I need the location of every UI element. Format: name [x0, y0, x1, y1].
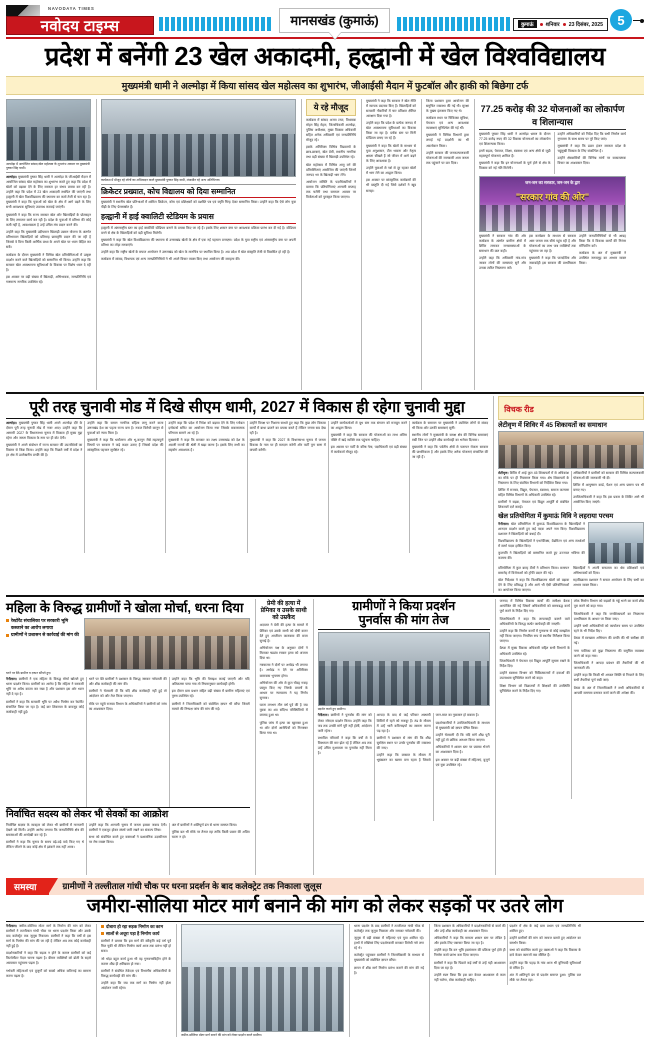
- lead-body-col1: अल्मोड़ा। मुख्यमंत्री पुष्कर सिंह धामी ने अल्मोड़ा के जीआईसी मैदान में आयोजित सांसद खेल महोत्सव का शुभारंभ करते हुए कहा कि प्रदेश में खेलों को बढ़ावा देने के लिए सरकार हर संभव प्रयास कर रही है। उन्होंने कहा कि प्रदेश में 23 खेल अकादमी स्थापित की जाएंगी तथा हल्द्वानी में खेल विश्वविद्यालय की स्थापना का कार्य तेजी से चल रहा है। मुख्यमंत्री ने कहा कि युवाओं को खेल के क्षेत्र में आगे बढ़ने के लिए सभी आवश्यक सुविधाएं उपलब्ध करवाई जाएंगी। मुख्यमंत्री ने कहा कि राज्य सरकार खेल और खिलाड़ियों के प्रोत्साहन के लिए लगातार कार्य कर रही है। प्रदेश के युवाओं में प्रतिभा की कोई कमी नहीं है, आवश्यकता है उन्हें उचित मंच प्रदान करने की। उन्होंने कहा कि मुख्यमंत्री उदीयमान खिलाड़ी उन्नयन योजना के अंतर्गत प्रतिभावान खिलाड़ियों को प्रतिमाह छात्रवृत्ति प्रदान की जा रही है जिससे वे बिना किसी आर्थिक बाधा के अपने खेल पर ध्यान केंद्रित कर सकें। कार्यक्रम के दौरान मुख्यमंत्री ने विभिन्न खेल प्रतियोगिताओं में उत्कृष्ट प्रदर्शन करने वाले खिलाड़ियों को सम्मानित भी किया। उन्होंने कहा कि सरकार खेल अवस्थापना सुविधाओं के विकास पर विशेष ध्यान दे रही है। इस अवसर पर बड़ी संख्या में खिलाड़ी, अभिभावक, जनप्रतिनिधि एवं गणमान्य नागरिक उपस्थित रहे।: [6, 174, 91, 285]
- sidebar-vichar: [493, 396, 644, 594]
- bullet-dot-icon: [563, 23, 566, 26]
- publication-logo[interactable]: [6, 5, 156, 35]
- lead-photo-left: [6, 99, 91, 161]
- right-headline: 77.25 करोड़ की 32 योजनाओं का लोकार्पण व शिलान्यास: [479, 102, 626, 130]
- sidebar-tag: विचक रीड: [504, 404, 534, 414]
- masthead: [0, 0, 650, 36]
- right-body-c: मुख्यमंत्री ने सरकार गांव की ओर कार्यक्रम के अंतर्गत ग्रामीण क्षेत्रों में शिविर लगाकर जनसमस्याओं के समाधान की बात कही। उन्होंने कहा कि अधिकारी गांव-गांव जाकर लोगों की समस्याएं सुनें और उनका त्वरित निस्तारण करें। इस कार्यक्रम के माध्यम से सरकार आम जनता तक सीधे पहुंच रही है और योजनाओं का लाभ पात्र व्यक्तियों तक पहुंचाया जा रहा है। मुख्यमंत्री ने कहा कि पारदर्शिता और जवाबदेही इस सरकार की प्राथमिकता है। उन्होंने जनप्रतिनिधियों से भी आग्रह किया कि वे विकास कार्यों की निरंतर मॉनिटरिंग करें। कार्यक्रम के अंत में मुख्यमंत्री ने उपस्थित जनसमूह का आभार व्यक्त किया।: [479, 233, 626, 271]
- section-tab[interactable]: मानसखंड (कुमाऊं): [279, 8, 389, 33]
- right-body-b: उन्होंने अधिकारियों को निर्देश दिए कि सभी निर्माण कार्य गुणवत्ता के साथ समय पर पूरे किए जाएं। मुख्यमंत्री ने कहा कि डबल इंजन सरकार प्रदेश के चहुंमुखी विकास के लिए संकल्पित है। उन्होंने क्षेत्रवासियों की विभिन्न मांगों पर सकारात्मक विचार का आश्वासन दिया।: [557, 131, 626, 166]
- story2-column-block: [6, 396, 488, 594]
- bottom-tag-row: [6, 878, 644, 895]
- bottom-body-2: ग्रामीणों ने बताया कि इस मार्ग की स्वीकृति कई वर्ष पूर्व मिल चुकी थी लेकिन निर्माण कार्य आज तक प्रारंभ नहीं हो सका। जो थोड़ा बहुत कार्य हुआ भी वह गुणवत्ताविहीन होने के कारण शीघ्र ही क्षतिग्रस्त हो गया। ग्रामीणों ने संबंधित ठेकेदार एवं विभागीय अधिकारियों के विरुद्ध कार्यवाही की मांग की। उन्होंने कहा कि जब तक मार्ग का निर्माण नहीं होता आंदोलन जारी रहेगा।: [101, 939, 171, 991]
- page-number-badge: [610, 9, 644, 35]
- story3-sub-headline: निर्वाचित सदस्य को लेकर भी सेवकों का आक्रोश: [6, 807, 250, 823]
- right-column-body: जनपद में विभिन्न विकास कार्यों की समीक्षा बैठक आयोजित की गई जिसमें अधिकारियों को समयबद्ध कार्य पूर्ण करने के निर्देश दिए गए। जिलाधिकारी ने कहा कि लापरवाही बरतने वाले अधिकारियों के विरुद्ध कठोर कार्यवाही की जाएगी। उन्होंने कहा कि निर्माण कार्यों में गुणवत्ता से कोई समझौता नहीं किया जाएगा। नियमित रूप से स्थलीय निरीक्षण किया जाएगा। बैठक में मुख्य विकास अधिकारी सहित सभी विभागों के अधिकारी उपस्थित रहे। जिलाधिकारी ने पेयजल एवं विद्युत आपूर्ति सुचारु रखने के निर्देश दिए। उन्होंने स्वास्थ्य विभाग को चिकित्सालयों में दवाओं की उपलब्धता सुनिश्चित करने को कहा। शिक्षा विभाग को विद्यालयों में शिक्षकों की उपस्थिति सुनिश्चित करने के निर्देश दिए गए। लोक निर्माण विभाग को सड़कों के गड्ढे भरने का कार्य शीघ्र पूरा करने को कहा गया। जिलाधिकारी ने कहा कि जनशिकायतों का निस्तारण प्राथमिकता के आधार पर किया जाए। उन्होंने सभी अधिकारियों को कार्यालय समय पर उपस्थित रहने के भी निर्देश दिए। बैठक में स्वच्छता अभियान की प्रगति की भी समीक्षा की गई। नगर पालिका को कूड़ा निस्तारण की समुचित व्यवस्था करने को कहा गया। जिलाधिकारी ने आपदा प्रबंधन की तैयारियों की भी जानकारी ली। उन्होंने कहा कि किसी भी आपात स्थिति से निपटने के लिए सभी तैयारियां पूर्ण रखी जाएं। बैठक के अंत में जिलाधिकारी ने सभी अधिकारियों से आपसी समन्वय बनाकर कार्य करने की अपेक्षा की।: [499, 599, 644, 695]
- bottom-bullet-0: दोबारा हो रहा सड़क निर्माण का काम: [101, 924, 171, 930]
- lead-body-col4: मुख्यमंत्री ने कहा कि सरकार ने खेल नीति में व्यापक बदलाव किए हैं। खिलाड़ियों को सरकारी नौकरियों में चार प्रतिशत क्षैतिज आरक्षण दिया गया है। उन्होंने कहा कि प्रदेश के प्रत्येक जनपद में खेल अवस्थापना सुविधाओं का विकास किया जा रहा है। ब्लॉक स्तर पर मिनी स्टेडियम बनाए जा रहे हैं। मुख्यमंत्री ने कहा कि खेलों के माध्यम से युवा अनुशासन, टीम भावना और नेतृत्व क्षमता सीखते हैं जो जीवन में आगे बढ़ने के लिए आवश्यक है। उन्होंने युवाओं से नशे से दूर रहकर खेलों में भाग लेने का आह्वान किया। इस अवसर पर सांस्कृतिक कार्यक्रमों की भी प्रस्तुति दी गई जिसे दर्शकों ने खूब सराहा।: [366, 98, 416, 193]
- bottom-col-photo: [176, 924, 344, 1037]
- story2-section: [0, 396, 650, 594]
- top-story-columns: [0, 95, 650, 390]
- story4-photo-caption: प्रदर्शन करते हुए ग्रामीण।: [317, 707, 346, 712]
- bottom-body-3: धरना प्रदर्शन के बाद ग्रामीणों ने तल्लीताल गांधी चौक से कलेक्ट्रेट तक जुलूस निकाला और जमकर नारेबाजी की। जुलूस में बड़ी संख्या में महिलाएं एवं युवा शामिल रहे। हाथों में तख्तियां लिए प्रदर्शनकारी सरकार विरोधी नारे लगा रहे थे। कलेक्ट्रेट पहुंचकर ग्रामीणों ने जिलाधिकारी के माध्यम से मुख्यमंत्री को संबोधित ज्ञापन सौंपा। ज्ञापन में शीघ्र मार्ग निर्माण प्रारंभ कराने की मांग की गई है।: [354, 923, 424, 975]
- bottom-section: [0, 922, 650, 1037]
- sidebar-vichar-body: लेटीवृण। शिविर में आई कुल 45 शिकायतों में से अधिकांश का मौके पर ही निस्तारण किया गया। शेष शिकायतों के निस्तारण के लिए संबंधित विभागों को निर्देशित किया गया। शिविर में राजस्व, विद्युत, पेयजल, स्वास्थ्य, समाज कल्याण सहित विभिन्न विभागों के अधिकारी उपस्थित रहे। ग्रामीणों ने सड़क, पेयजल एवं विद्युत आपूर्ति से संबंधित शिकायतें दर्ज कराईं। अधिकारियों ने ग्रामीणों को सरकार की विभिन्न कल्याणकारी योजनाओं की जानकारी भी दी। शिविर में आयुष्मान कार्ड, पेंशन एवं अन्य प्रमाण पत्र भी बनाए गए। उपजिलाधिकारी ने कहा कि इस प्रकार के शिविर आगे भी आयोजित किए जाएंगे।: [498, 470, 644, 510]
- column-2: [96, 99, 296, 390]
- story3-headline: महिला के विरुद्ध ग्रामीणों ने खोला मोर्चा, धरना दिया: [6, 600, 244, 616]
- bottom-col-1: [6, 924, 91, 1037]
- story2-headline: पूरी तरह चुनावी मोड में दिखे सीएम धामी, 2027 में विकास ही रहेगा चुनावी मुद्दा: [29, 398, 465, 416]
- campaign-banner-photo: [479, 176, 626, 232]
- story4-photo: [318, 632, 490, 706]
- decorative-bars-left: [159, 17, 272, 31]
- date-label: 23 दिसंबर, 2025: [568, 22, 604, 28]
- bottom-photo: [181, 924, 344, 1032]
- banner-main-text: "सरकार गांव की ओर": [515, 191, 590, 202]
- lead-photo-center: [101, 99, 296, 177]
- story3-bullet-1: ग्रामीणों ने प्रशासन से कार्रवाई की मांग की: [6, 632, 80, 639]
- page-number-rule: [633, 20, 644, 21]
- bullet-dot-icon: [540, 23, 543, 26]
- logo-box: [6, 16, 154, 35]
- bottom-col-4: [429, 924, 581, 1037]
- bottom-body-4: जिला प्रशासन के अधिकारियों ने प्रदर्शनकारियों से वार्ता की और उन्हें शीघ्र कार्यवाही का आश्वासन दिया। अधिकारियों ने कहा कि मामला शासन स्तर पर लंबित है और इसके लिए पत्राचार किया जा रहा है। उन्होंने कहा कि वन भूमि हस्तांतरण की प्रक्रिया पूर्ण होते ही निर्माण कार्य प्रारंभ करा दिया जाएगा। ग्रामीणों ने कहा कि पिछले कई वर्षों से उन्हें यही आश्वासन दिया जा रहा है। उन्होंने स्पष्ट किया कि इस बार केवल आश्वासन से काम नहीं चलेगा, ठोस कार्यवाही चाहिए। प्रदर्शन में क्षेत्र के कई ग्राम प्रधान एवं जनप्रतिनिधि भी शामिल हुए। उन्होंने ग्रामीणों की मांग को जायज बताते हुए आंदोलन का समर्थन किया। सभा को संबोधित करते हुए वक्ताओं ने कहा कि विकास के दावे केवल कागजों तक सीमित हैं। उन्होंने कहा कि पहाड़ के गांव आज भी बुनियादी सुविधाओं से वंचित हैं। अंत में शांतिपूर्ण ढंग से प्रदर्शन समाप्त हुआ। पुलिस बल मौके पर तैनात रहा।: [434, 923, 581, 982]
- lead-body-col5: जिला प्रशासन द्वारा आयोजन की समुचित व्यवस्था की गई थी। सुरक्षा के पुख्ता इंतजाम किए गए थे। कार्यक्रम स्थल पर चिकित्सा सुविधा, पेयजल एवं अन्य आवश्यक व्यवस्थाएं सुनिश्चित की गई थीं। मुख्यमंत्री ने विभिन्न विभागों द्वारा लगाई गई प्रदर्शनी का भी अवलोकन किया। उन्होंने सरकार की जनकल्याणकारी योजनाओं की जानकारी आम जनता तक पहुंचाने पर बल दिया।: [426, 98, 469, 165]
- lead-subheadline: मुख्यमंत्री धामी ने अल्मोड़ा में किया सांसद खेल महोत्सव का शुभारंभ, जीआईसी मैदान में फुटबॉल और हाकी को बिछेगा टर्फ: [6, 76, 644, 95]
- sidebar-khel-body-2: प्रतियोगिता में कुल बारह टीमों ने प्रतिभाग किया। समापन समारोह में विजेताओं को ट्रॉफी प्रदान की गई। खेल निदेशक ने कहा कि विश्वविद्यालय खेलों को बढ़ावा देने के लिए प्रतिबद्ध है और आगे भी ऐसी प्रतियोगिताओं का आयोजन किया जाएगा। खिलाड़ियों ने अपनी सफलता का श्रेय प्रशिक्षकों एवं अभिभावकों को दिया। महाविद्यालय प्रशासन ने सफल आयोजन के लिए सभी का आभार व्यक्त किया।: [498, 565, 644, 593]
- story3-sub-body: निर्वाचित सदस्य के व्यवहार को लेकर भी ग्रामीणों में नाराजगी देखने को मिली। उन्होंने आरोप लगाया कि जनप्रतिनिधि क्षेत्र की समस्याओं की अनदेखी कर रहे हैं। ग्रामीणों ने कहा कि चुनाव के समय बड़े-बड़े वादे किए गए थे लेकिन जीतने के बाद कोई क्षेत्र में झांकने तक नहीं आया। उन्होंने कहा कि आगामी चुनाव में जनता इसका जवाब देगी। ग्रामीणों ने एकजुट होकर संघर्ष जारी रखने का संकल्प लिया। सभा को संबोधित करते हुए वक्ताओं ने प्रशासनिक उदासीनता पर रोष व्यक्त किया। अंत में ग्रामीणों ने शांतिपूर्ण ढंग से धरना समाप्त किया। पुलिस बल भी मौके पर तैनात रहा ताकि किसी प्रकार की अप्रिय घटना न हो।: [6, 822, 250, 850]
- sidebar-vichar-headline: लेटीवृण में शिविर में 45 शिकायतों का समाधान: [498, 421, 607, 429]
- story3-body: नैनीताल। ग्रामीणों ने एक महिला के विरुद्ध मोर्चा खोलते हुए धरना प्रदर्शन किया। ग्रामीणों का आरोप है कि महिला ने सरकारी भूमि पर अवैध कब्जा कर रखा है और प्रशासन इस ओर ध्यान नहीं दे रहा है। ग्रामीणों ने कहा कि सरकारी भूमि पर अवैध निर्माण कर रेस्टोरेंट संचालित किया जा रहा है। कई बार शिकायत के बावजूद कोई कार्यवाही नहीं हुई। धरने पर बैठे ग्रामीणों ने प्रशासन के विरुद्ध जमकर नारेबाजी की और शीघ्र कार्यवाही की मांग की। ग्रामीणों ने चेतावनी दी कि यदि शीघ्र कार्यवाही नहीं हुई तो आंदोलन को और तेज किया जाएगा। मौके पर पहुंचे राजस्व विभाग के अधिकारियों ने ग्रामीणों को जांच का आश्वासन दिया। उन्होंने कहा कि भूमि की पैमाइश कराई जाएगी और यदि अतिक्रमण पाया गया तो नियमानुसार कार्यवाही होगी। इस दौरान ग्राम प्रधान सहित बड़ी संख्या में ग्रामीण महिलाएं एवं पुरुष उपस्थित रहे। ग्रामीणों ने जिलाधिकारी को संबोधित ज्ञापन भी सौंपा जिसमें मामले की निष्पक्ष जांच की मांग की गई।: [6, 677, 250, 714]
- bottom-tag-text: ग्रामीणों ने तल्लीताल गांधी चौक पर धरना प्रदर्शन के बाद कलेक्ट्रेट तक निकाला जुलूस: [62, 880, 322, 891]
- lead-subhead-2: क्रिकेटर प्रख्यात, कोच विद्यालय को दिया सम्मानित: [101, 188, 296, 198]
- sidebar-khel-headline: खेल प्रतियोगिता में कुमाऊं विवि ने लहराया परचम: [498, 512, 614, 520]
- kicker-box: ये रहे मौजूद: [306, 99, 356, 116]
- story3-bullet-0: रेस्टोरेंट संचालिका पर सरकारी भूमि कब्जाने का आरोप लगाया: [6, 618, 80, 631]
- story3-block: [6, 599, 250, 874]
- sidebar-khel-body-text: खेल प्रतियोगिता में कुमाऊं विश्वविद्यालय के खिलाड़ियों ने शानदार प्रदर्शन करते हुए कई पदक अपने नाम किए। विश्वविद्यालय प्रशासन ने खिलाड़ियों को बधाई दी।: [498, 521, 585, 536]
- lead-subhead-3: हल्द्वानी में हाई क्वालिटी स्टेडियम के प्रयास: [101, 213, 296, 223]
- story4-headline-2: पुनर्वास की मांग तेज: [318, 613, 490, 630]
- bottom-col-3: [349, 924, 424, 1037]
- column-6: [474, 99, 626, 390]
- page-number: 5: [610, 9, 632, 31]
- edition-label: कुमाऊं: [518, 20, 537, 28]
- story3-photo: [84, 618, 250, 670]
- sidebar-khel-photo: [588, 522, 644, 564]
- lead-body-col2b: हल्द्वानी में अंतरराष्ट्रीय स्तर का हाई क्वालिटी स्टेडियम बनाने के प्रयास किए जा रहे हैं। इसके लिए शासन स्तर पर आवश्यक प्रक्रिया प्रारंभ कर दी गई है। स्टेडियम बनने से क्षेत्र के खिलाड़ियों को बड़ी सुविधा मिलेगी। मुख्यमंत्री ने कहा कि खेल विश्वविद्यालय की स्थापना से उत्तराखंड खेलों के क्षेत्र में एक नई पहचान बनाएगा। प्रदेश के युवा राष्ट्रीय एवं अंतरराष्ट्रीय स्तर पर अपनी प्रतिभा का लोहा मनवाएंगे। उन्होंने कहा कि राष्ट्रीय खेलों के सफल आयोजन ने उत्तराखंड को खेल के मानचित्र पर स्थापित किया है। अब प्रदेश में खेल संस्कृति तेजी से विकसित हो रही है। कार्यक्रम में सांसद, विधायक एवं अन्य जनप्रतिनिधियों ने भी अपने विचार व्यक्त किए तथा आयोजन की सराहना की।: [101, 225, 296, 262]
- story4-block: [313, 599, 490, 874]
- lead-photo-center-caption: कार्यक्रम में मौजूद रहे लोगों का अभिवादन करते मुख्यमंत्री पुष्कर सिंह धामी, मंचासीन रहे अन्य अतिथिगण।: [101, 177, 221, 182]
- story34-section: [0, 599, 650, 874]
- sidebar-vichar-photo: [498, 431, 644, 469]
- bottom-col-2: [96, 924, 171, 1037]
- story4-headline: ग्रामीणों ने किया प्रदर्शन: [352, 599, 456, 614]
- sidebar-khel-body: नैनीताल। खेल प्रतियोगिता में कुमाऊं विश्वविद्यालय के खिलाड़ियों ने शानदार प्रदर्शन करते हुए कई पदक अपने नाम किए। विश्वविद्यालय प्रशासन ने खिलाड़ियों को बधाई दी। विश्वविद्यालय के खिलाड़ियों ने एथलेटिक्स, बैडमिंटन एवं अन्य स्पर्धाओं में स्वर्ण पदक हासिल किए। कुलपति ने खिलाड़ियों को सम्मानित करते हुए उज्ज्वल भविष्य की कामना की।: [498, 521, 585, 561]
- story2-body: अल्मोड़ा। मुख्यमंत्री पुष्कर सिंह धामी अपने अल्मोड़ा दौरे के दौरान पूरी तरह चुनावी मोड में नजर आए। उन्होंने कहा कि आगामी 2027 के विधानसभा चुनाव में विकास ही मुख्य मुद्दा रहेगा और जनता विकास के नाम पर ही वोट देगी। मुख्यमंत्री ने अपने संबोधन में राज्य सरकार की उपलब्धियों का विस्तार से जिक्र किया। उन्होंने कहा कि पिछले वर्षों में प्रदेश ने हर क्षेत्र में उल्लेखनीय प्रगति की है। उन्होंने कहा कि समान नागरिक संहिता लागू करने वाला उत्तराखंड देश का पहला राज्य बना है। नकल विरोधी कानून से युवाओं को न्याय मिला है। मुख्यमंत्री ने कहा कि धर्मांतरण और भू-कानून जैसे महत्वपूर्ण विषयों पर सरकार ने कड़े कदम उठाए हैं जिससे प्रदेश की सांस्कृतिक पहचान सुरक्षित रहे। उन्होंने कहा कि प्रदेश में निवेश को बढ़ावा देने के लिए ग्लोबल इन्वेस्टर्स समिट का आयोजन किया गया जिसके सकारात्मक परिणाम सामने आ रहे हैं। मुख्यमंत्री ने कहा कि सरकार का लक्ष्य उत्तराखंड को देश के अग्रणी राज्यों की श्रेणी में खड़ा करना है। इसके लिए सभी का सहयोग आवश्यक है। उन्होंने विपक्ष पर निशाना साधते हुए कहा कि कुछ लोग विकास कार्यों में बाधा डालने का प्रयास करते हैं लेकिन जनता सब देख रही है। मुख्यमंत्री ने कहा कि 2027 के विधानसभा चुनाव में जनता विकास के नाम पर ही मतदान करेगी और पार्टी पुनः सत्ता में वापसी करेगी। उन्होंने कार्यकर्ताओं से बूथ स्तर तक संगठन को मजबूत करने का आह्वान किया। मुख्यमंत्री ने कहा कि सरकार की योजनाओं का लाभ अंतिम पंक्ति में खड़े व्यक्ति तक पहुंचना चाहिए। इस अवसर पर पार्टी के वरिष्ठ नेता, पदाधिकारी एवं बड़ी संख्या में कार्यकर्ता मौजूद रहे। कार्यक्रम के समापन पर मुख्यमंत्री ने उपस्थित लोगों से संवाद भी किया और उनकी समस्याएं सुनीं। स्थानीय लोगों ने मुख्यमंत्री के समक्ष क्षेत्र की विभिन्न समस्याएं रखीं जिन पर उन्होंने शीघ्र कार्यवाही का भरोसा दिलाया। मुख्यमंत्री ने कहा कि पर्वतीय क्षेत्रों से पलायन रोकना सरकार की प्राथमिकता है और इसके लिए अनेक योजनाएं संचालित की जा रही हैं।: [6, 420, 489, 460]
- bottom-tag: समस्या: [6, 878, 49, 895]
- column-1: [6, 99, 91, 390]
- story3-body-text: ग्रामीणों ने एक महिला के विरुद्ध मोर्चा खोलते हुए धरना प्रदर्शन किया। ग्रामीणों का आरोप है कि महिला ने सरकारी भूमि पर अवैध कब्जा कर रखा है और प्रशासन इस ओर ध्यान नहीं दे रहा है।: [6, 677, 84, 697]
- story4-body: नैनीताल। ग्रामीणों ने पुनर्वास की मांग को लेकर जोरदार प्रदर्शन किया। उन्होंने कहा कि जब तक उनकी मांगें पूरी नहीं होतीं, आंदोलन जारी रहेगा। प्रभावित परिवारों ने कहा कि वर्षों से वे विस्थापन की मार झेल रहे हैं लेकिन अब तक उन्हें उचित मुआवजा या पुनर्वास नहीं मिला है। आपदा के बाद से कई परिवार अस्थायी शिविरों में रहने को मजबूर हैं। ठंड के मौसम में उन्हें भारी कठिनाइयों का सामना करना पड़ रहा है। ग्रामीणों ने प्रशासन से मांग की कि शीघ्र सुरक्षित स्थान पर उनके पुनर्वास की व्यवस्था की जाए। उन्होंने कहा कि बरसात के मौसम में भूस्खलन का खतरा बना रहता है जिससे जान-माल का नुकसान हो सकता है। प्रदर्शनकारियों ने उपजिलाधिकारी के माध्यम से मुख्यमंत्री को ज्ञापन प्रेषित किया। उन्होंने चेतावनी दी कि यदि मांगें शीघ्र पूरी नहीं हुईं तो क्रमिक अनशन किया जाएगा। अधिकारियों ने शासन स्तर पर प्रस्ताव भेजने का आश्वासन दिया है। इस अवसर पर बड़ी संख्या में महिलाएं, बुजुर्ग एवं युवा उपस्थित रहे।: [317, 713, 490, 767]
- story4-body-text: ग्रामीणों ने पुनर्वास की मांग को लेकर जोरदार प्रदर्शन किया। उन्होंने कहा कि जब तक उनकी मांगें पूरी नहीं होतीं, आंदोलन जारी रहेगा।: [317, 713, 372, 733]
- day-label: शनिवार: [545, 22, 560, 28]
- column-4: [361, 99, 416, 390]
- story3-top-rule: [6, 595, 644, 597]
- lead-body-text: मुख्यमंत्री पुष्कर सिंह धामी ने अल्मोड़ा के जीआईसी मैदान में आयोजित सांसद खेल महोत्सव का शुभारंभ करते हुए कहा कि प्रदेश में खेलों को बढ़ावा देने के लिए सरकार हर संभव प्रयास कर रही है। उन्होंने कहा कि प्रदेश में 23 खेल अकादमी स्थापित की जाएंगी तथा हल्द्वानी में खेल विश्वविद्यालय की स्थापना का कार्य तेजी से चल रहा है। मुख्यमंत्री ने कहा कि युवाओं को खेल के क्षेत्र में आगे बढ़ने के लिए सभी आवश्यक सुविधाएं उपलब्ध करवाई जाएंगी।: [6, 174, 91, 210]
- lead-body-col3: कार्यक्रम में सांसद अजय टम्टा, विधायक मोहन सिंह मेहरा, जिलाधिकारी अल्मोड़ा, पुलिस अधीक्षक, मुख्य विकास अधिकारी सहित अनेक अधिकारी एवं जनप्रतिनिधि मौजूद रहे। इसके अतिरिक्त विभिन्न विद्यालयों के छात्र-छात्राएं, खेल प्रेमी, स्थानीय नागरिक तथा बड़ी संख्या में खिलाड़ी उपस्थित रहे। खेल महोत्सव में विभिन्न आयु वर्ग की प्रतियोगिताएं आयोजित की जाएंगी जिनमें जनपद भर के खिलाड़ी भाग लेंगे। आयोजन समिति के पदाधिकारियों ने बताया कि प्रतियोगिताएं आगामी सप्ताह तक चलेंगी तथा समापन अवसर पर विजेताओं को पुरस्कृत किया जाएगा।: [306, 117, 356, 200]
- story4-small-body: अदालत ने प्रेमी की हत्या के मामले में प्रेमिका एवं उसके साथी को दोषी करार देते हुए आजीवन कारावास की सजा सुनाई है। अभियोजन पक्ष के अनुसार दोनों ने मिलकर षड्यंत्र रचकर हत्या को अंजाम दिया था। न्यायालय ने दोनों पर अर्थदंड भी लगाया है। अर्थदंड न देने पर अतिरिक्त कारावास भुगतना होगा। अभियोजन की ओर से कुल चौदह गवाह प्रस्तुत किए गए जिनके बयानों के आधार पर न्यायालय ने यह निर्णय सुनाया। घटना लगभग तीन वर्ष पूर्व की है जब युवक का शव संदिग्ध परिस्थितियों में बरामद हुआ था। पुलिस जांच में हत्या का खुलासा हुआ था और दोनों आरोपियों को गिरफ्तार किया गया था।: [259, 623, 308, 735]
- logo-hindi-text: नवोदय टाइम्स: [40, 17, 120, 35]
- bottom-bullet-1: सालों से अधूरा पड़ा है निर्माण कार्य: [101, 931, 171, 937]
- bottom-photo-caption: जमीरा-सोलिया मोटर मार्ग बनाने की मांग को लेकर प्रदर्शन करते ग्रामीण।: [181, 1032, 263, 1037]
- lead-headline: प्रदेश में बनेंगी 23 खेल अकादमी, हल्द्वानी में खेल विश्वविद्यालय: [44, 43, 606, 71]
- dateline: [513, 18, 608, 31]
- bottom-headline: जमीरा-सोलिया मोटर मार्ग बनाने की मांग को लेकर सड़कों पर उतरे लोग: [86, 895, 564, 917]
- bottom-body-text: जमीरा-सोलिया मोटर मार्ग के निर्माण की मांग को लेकर ग्रामीणों ने तल्लीताल गांधी चौक पर धरना प्रदर्शन किया और उसके बाद कलेक्ट्रेट तक जुलूस निकाला। ग्रामीणों ने कहा कि वर्षों से इस मार्ग के निर्माण की मांग की जा रही है लेकिन अब तक कोई कार्यवाही नहीं हुई है।: [6, 923, 91, 948]
- sidebar-vichar-body-text: शिविर में आई कुल 45 शिकायतों में से अधिकांश का मौके पर ही निस्तारण किया गया। शेष शिकायतों के निस्तारण के लिए संबंधित विभागों को निर्देशित किया गया।: [498, 470, 570, 485]
- right-body-a: मुख्यमंत्री पुष्कर सिंह धामी ने अल्मोड़ा भ्रमण के दौरान 77.25 करोड़ रुपए की 32 विकास योजनाओं का लोकार्पण एवं शिलान्यास किया। इनमें सड़क, पेयजल, शिक्षा, स्वास्थ्य एवं अन्य क्षेत्रों से जुड़ी महत्वपूर्ण योजनाएं शामिल हैं। मुख्यमंत्री ने कहा कि इन योजनाओं के पूर्ण होने से क्षेत्र के विकास को नई गति मिलेगी।: [479, 131, 551, 171]
- bottom-bullets: [101, 924, 171, 938]
- column-3: [301, 99, 356, 390]
- logo-english-text: NAVODAYA TIMES: [48, 6, 95, 11]
- story2-top-rule: [6, 392, 644, 394]
- story2-body-text: मुख्यमंत्री पुष्कर सिंह धामी अपने अल्मोड़ा दौरे के दौरान पूरी तरह चुनावी मोड में नजर आए। उन्होंने कहा कि आगामी 2027 के विधानसभा चुनाव में विकास ही मुख्य मुद्दा रहेगा और जनता विकास के नाम पर ही वोट देगी।: [6, 420, 83, 440]
- story3-photo-caption: धरने पर बैठे ग्रामीण व ज्ञापन सौंपते हुए।: [6, 670, 52, 675]
- bottom-body-1: नैनीताल। जमीरा-सोलिया मोटर मार्ग के निर्माण की मांग को लेकर ग्रामीणों ने तल्लीताल गांधी चौक पर धरना प्रदर्शन किया और उसके बाद कलेक्ट्रेट तक जुलूस निकाला। ग्रामीणों ने कहा कि वर्षों से इस मार्ग के निर्माण की मांग की जा रही है लेकिन अब तक कोई कार्यवाही नहीं हुई है। प्रदर्शनकारियों ने कहा कि सड़क न होने के कारण ग्रामीणों को कई किलोमीटर पैदल चलना पड़ता है। बीमार व्यक्तियों को डोली के सहारे अस्पताल पहुंचाना पड़ता है। गर्भवती महिलाओं एवं बुजुर्गों को सबसे अधिक कठिनाई का सामना करना पड़ता है।: [6, 923, 91, 978]
- right-column-continued: [495, 599, 644, 874]
- story4-small-block: [255, 599, 308, 874]
- lead-photo-left-caption: अल्मोड़ा में आयोजित सांसद खेल महोत्सव के शुभारंभ अवसर पर मुख्यमंत्री पुष्कर सिंह धामी।: [6, 161, 90, 170]
- story3-bullets: [6, 618, 80, 639]
- story4-small-headline: प्रेमी की हत्या में प्रेमिका व उसके साथी को उम्रकैद: [260, 601, 307, 622]
- banner-top-text: जन-जन का सरकार, जन-जन के द्वार: [525, 179, 580, 185]
- decorative-bars-right: [397, 17, 510, 31]
- column-5: [421, 99, 469, 390]
- lead-body-col2a: मुख्यमंत्री ने स्थानीय खेल प्रतिभाओं में शामिल क्रिकेटर, कोच एवं प्रशिक्षकों को प्रशस्ति पत्र एवं स्मृति चिन्ह देकर सम्मानित किया। उन्होंने कहा कि ऐसे लोग युवा पीढ़ी के लिए प्रेरणास्रोत हैं।: [101, 200, 296, 210]
